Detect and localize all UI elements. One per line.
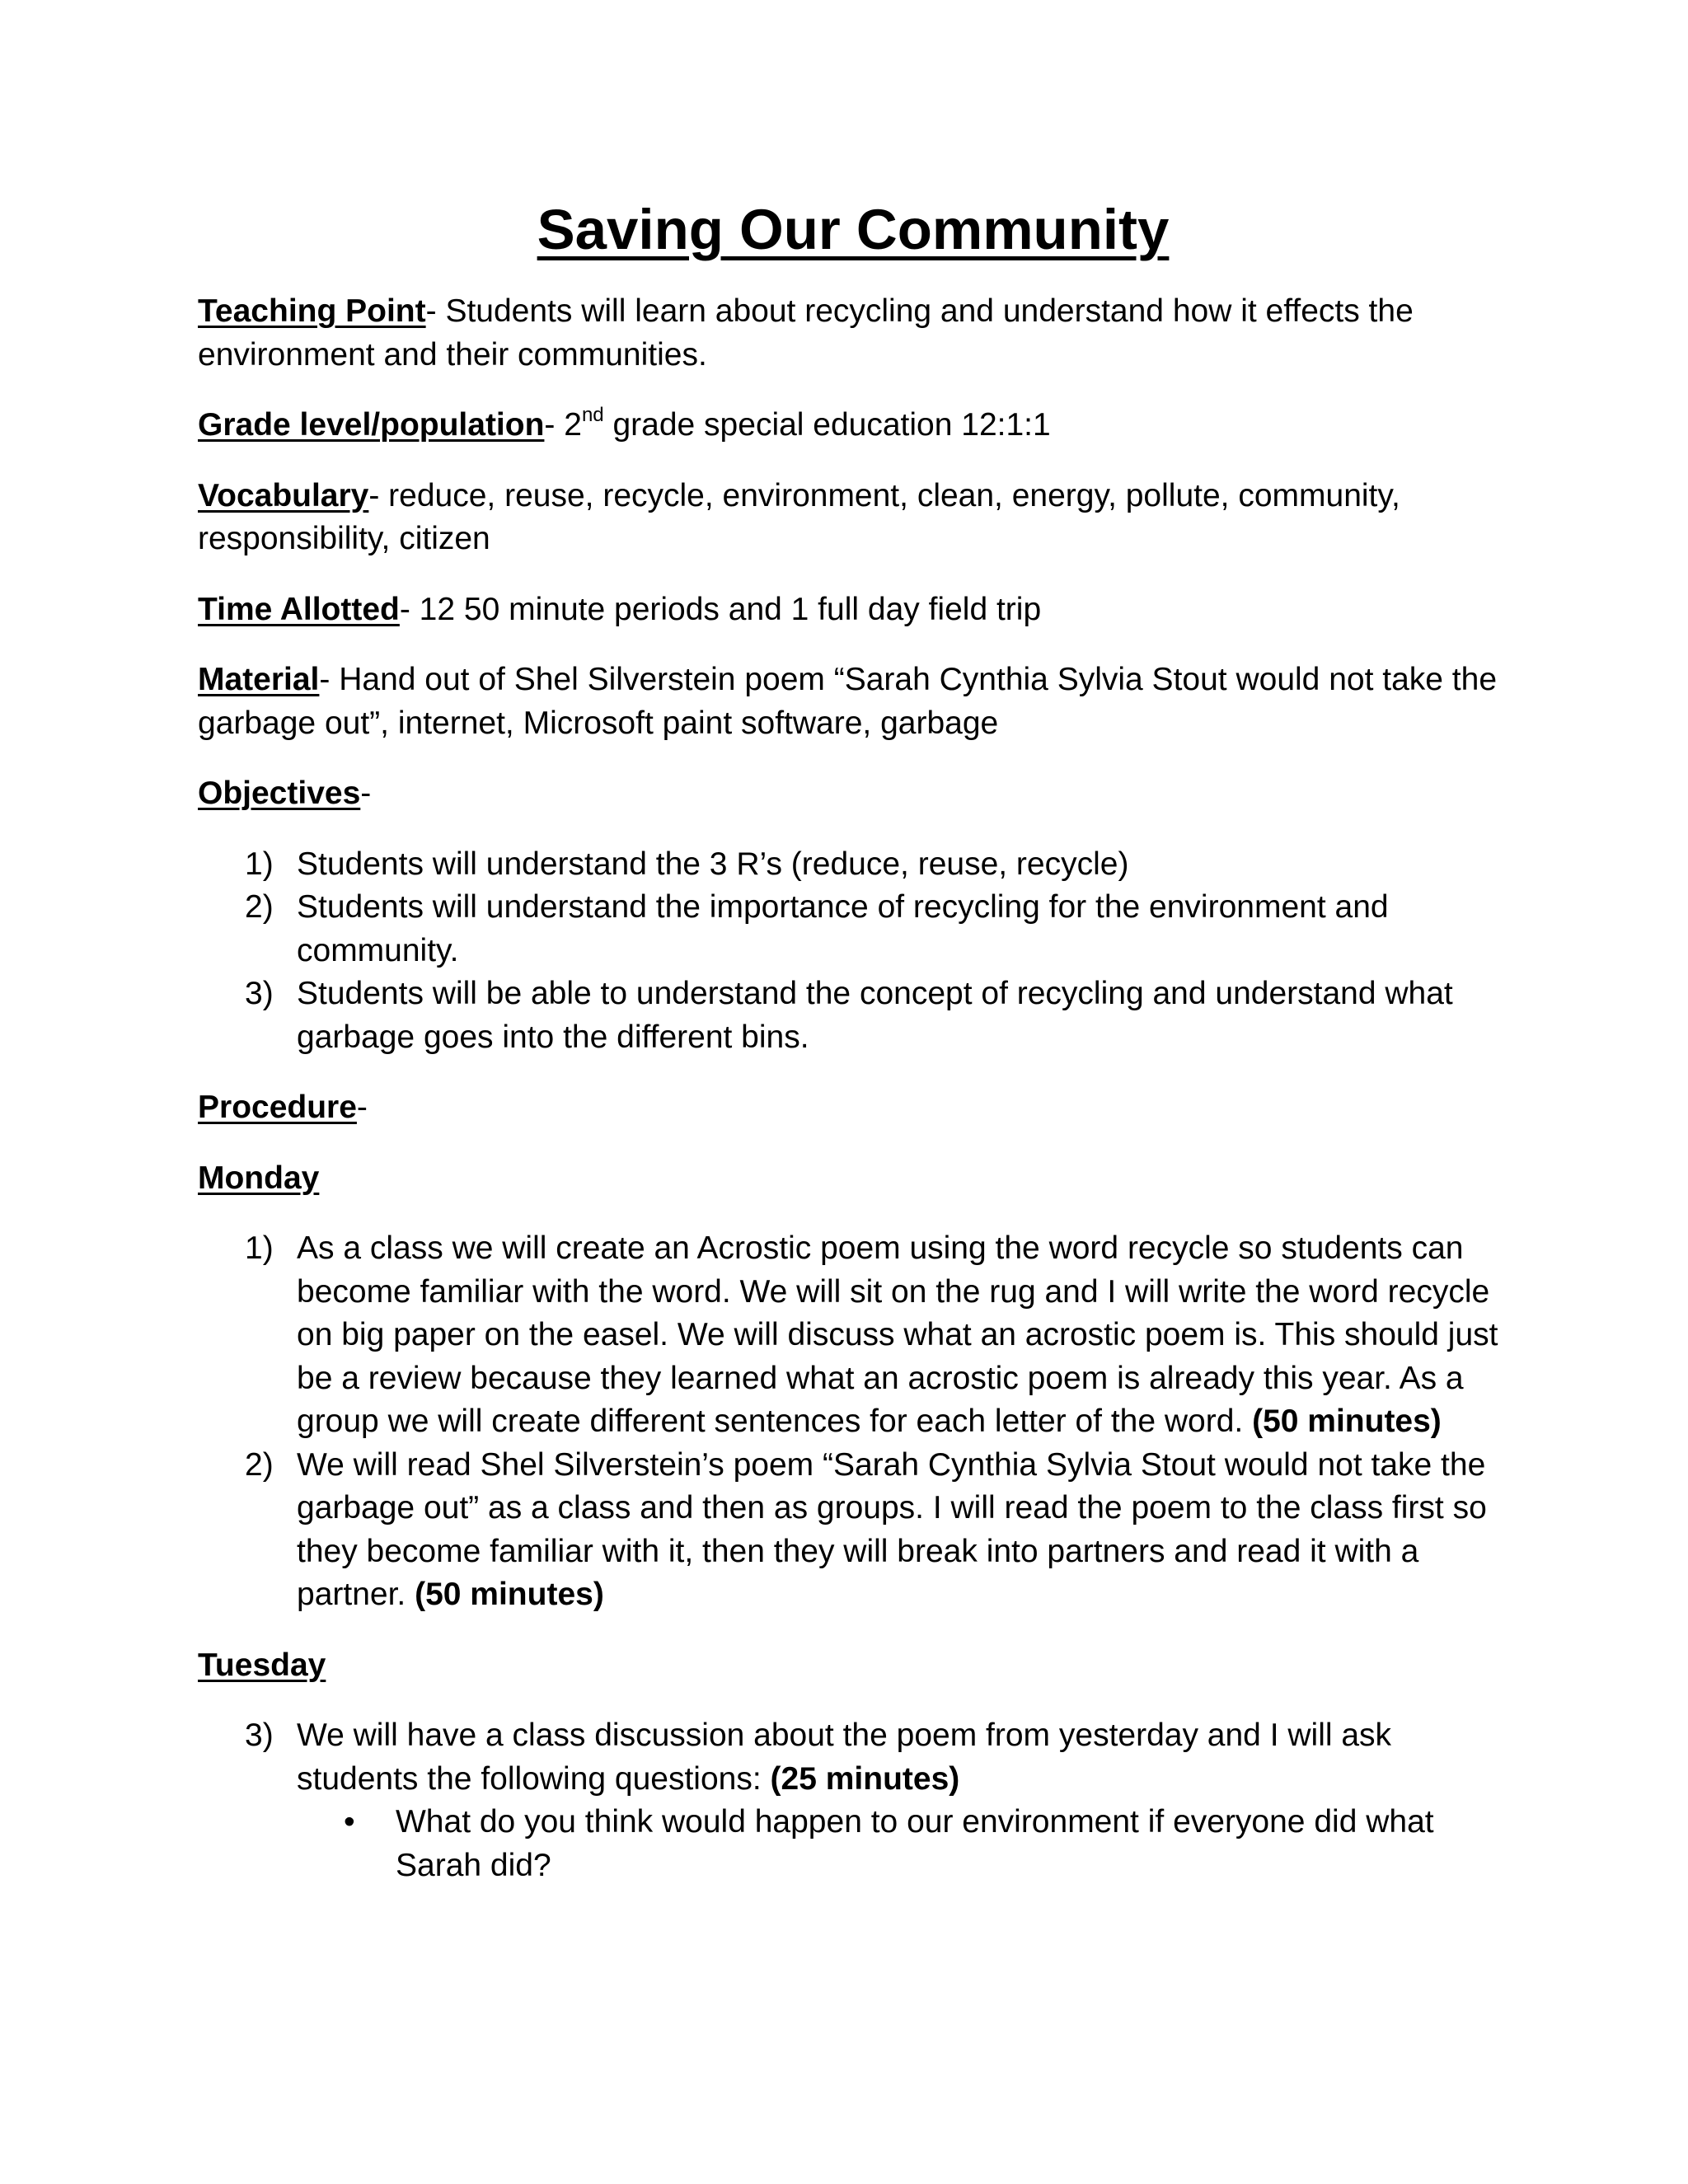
list-item bbox=[198, 886, 1508, 972]
tuesday-list bbox=[198, 1714, 1508, 1887]
procedure-heading bbox=[198, 1086, 1508, 1130]
list-item bbox=[198, 1227, 1508, 1444]
vocabulary-paragraph bbox=[198, 475, 1508, 561]
duration-label: (50 minutes) bbox=[1252, 1404, 1442, 1439]
time-allotted-label: Time Allotted bbox=[198, 591, 400, 627]
time-allotted-paragraph bbox=[198, 588, 1508, 632]
list-item bbox=[198, 1444, 1508, 1617]
tuesday-heading bbox=[198, 1644, 1508, 1688]
material-text: - Hand out of Shel Silverstein poem “Sarah Cynthia Sylvia Stout would not take the garbage out”, internet, Microsoft paint software, garbage bbox=[198, 662, 1498, 741]
list-item-text: Students will understand the importance of recycling for the environment and community. bbox=[297, 889, 1389, 968]
list-item bbox=[198, 1714, 1508, 1887]
duration-label: (50 minutes) bbox=[415, 1577, 604, 1612]
vocabulary-text: - reduce, reuse, recycle, environment, clean, energy, pollute, community, responsibility, citizen bbox=[198, 477, 1400, 556]
teaching-point-paragraph bbox=[198, 290, 1508, 377]
document-body bbox=[198, 290, 1508, 1915]
bullet-item-text: What do you think would happen to our environment if everyone did what Sarah did? bbox=[396, 1804, 1434, 1883]
list-item-text: We will read Shel Silverstein’s poem “Sarah Cynthia Sylvia Stout would not take the garbage out” as a class and then as groups. I will read the poem to the class first so they become familiar with it, then they will break into partners and read it with a partner. bbox=[297, 1446, 1487, 1612]
list-item-text: Students will be able to understand the concept of recycling and understand what garbage goes into the different bins. bbox=[297, 976, 1453, 1055]
list-number: 1) bbox=[245, 1230, 274, 1266]
grade-level-superscript: nd bbox=[581, 404, 604, 426]
question-list bbox=[297, 1801, 1508, 1887]
procedure-label: Procedure bbox=[198, 1090, 357, 1125]
vocabulary-label: Vocabulary bbox=[198, 477, 369, 513]
list-item-text: As a class we will create an Acrostic poem using the word recycle so students can become familiar with the word. We will sit on the rug and I will write the word recycle on big paper on the easel. We will discuss what an acrostic poem is. This should just be a review because they learned what an acrostic poem is already this year. As a group we will create different sentences for each letter of the word. bbox=[297, 1230, 1498, 1439]
teaching-point-text: - Students will learn about recycling and understand how it effects the environment and their communities. bbox=[198, 293, 1414, 373]
grade-level-label: Grade level/population bbox=[198, 407, 545, 443]
grade-level-pre: - 2 bbox=[544, 407, 582, 443]
monday-list bbox=[198, 1227, 1508, 1617]
bullet-dot-icon: • bbox=[344, 1804, 355, 1840]
objectives-suffix: - bbox=[360, 776, 372, 811]
duration-label: (25 minutes) bbox=[770, 1760, 960, 1797]
objectives-heading bbox=[198, 772, 1508, 816]
bullet-item bbox=[297, 1801, 1508, 1887]
objectives-list bbox=[198, 843, 1508, 1060]
list-number: 3) bbox=[245, 1718, 274, 1753]
page-title: Saving Our Community bbox=[537, 198, 1170, 261]
list-item bbox=[198, 843, 1508, 887]
list-number: 3) bbox=[245, 976, 274, 1011]
material-label: Material bbox=[198, 662, 320, 697]
grade-level-post: grade special education 12:1:1 bbox=[603, 407, 1051, 443]
procedure-suffix: - bbox=[356, 1090, 368, 1125]
monday-label: Monday bbox=[198, 1160, 320, 1196]
tuesday-label: Tuesday bbox=[198, 1647, 326, 1683]
time-allotted-text: - 12 50 minute periods and 1 full day field trip bbox=[399, 591, 1042, 627]
list-item-text: Students will understand the 3 R’s (reduce, reuse, recycle) bbox=[297, 846, 1129, 882]
list-item-text: We will have a class discussion about the poem from yesterday and I will ask students the following questions: bbox=[297, 1718, 1392, 1797]
objectives-label: Objectives bbox=[198, 776, 361, 811]
list-number: 2) bbox=[245, 1446, 274, 1483]
grade-level-paragraph bbox=[198, 404, 1508, 448]
monday-heading bbox=[198, 1157, 1508, 1201]
teaching-point-label: Teaching Point bbox=[198, 293, 426, 329]
list-number: 2) bbox=[245, 889, 274, 925]
list-number: 1) bbox=[245, 846, 274, 882]
list-item bbox=[198, 972, 1508, 1059]
material-paragraph bbox=[198, 658, 1508, 745]
